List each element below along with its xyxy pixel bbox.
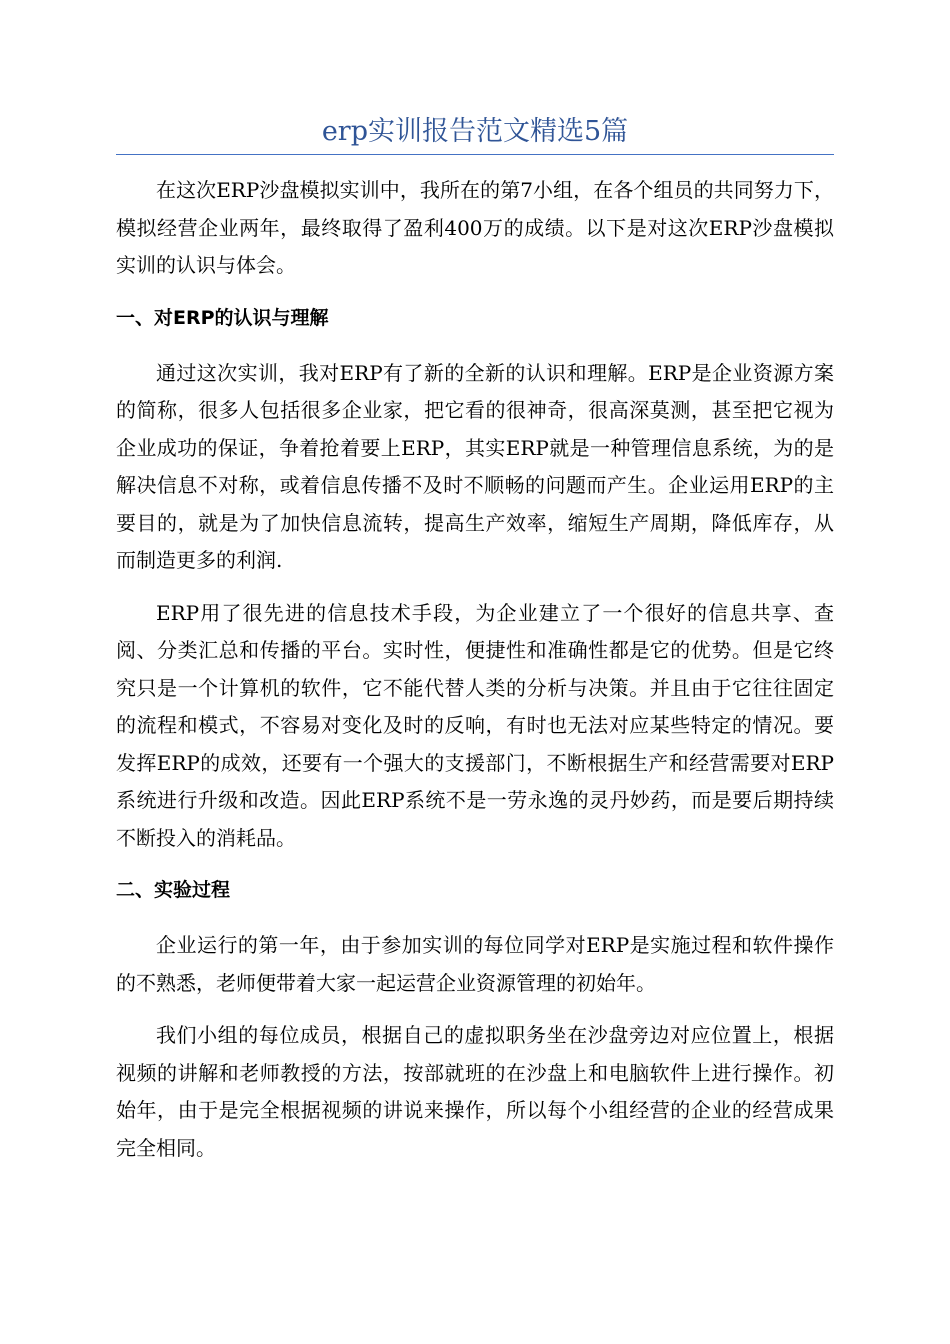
body-paragraph: ERP用了很先进的信息技术手段，为企业建立了一个很好的信息共享、查阅、分类汇总和传播的平台。实时性，便捷性和准确性都是它的优势。但是它终究只是一个计算机的软件，它不能代替人类的分析与决策。并且由于它往往固定的流程和模式，不容易对变化及时的反响，有时也无法对应某些特定的情况。要发挥ERP的成效，还要有一个强大的支援部门，不断根据生产和经营需要对ERP系统进行升级和改造。因此ERP系统不是一劳永逸的灵丹妙药，而是要后期持续不断投入的消耗品。 xyxy=(116,600,834,850)
body-paragraph: 企业运行的第一年，由于参加实训的每位同学对ERP是实施过程和软件操作的不熟悉，老师便带着大家一起运营企业资源管理的初始年。 xyxy=(116,933,834,995)
title-underline xyxy=(116,154,834,155)
section-heading-erp-understanding: 一、对ERP的认识与理解 xyxy=(116,306,329,329)
body-paragraph: 我们小组的每位成员，根据自己的虚拟职务坐在沙盘旁边对应位置上，根据视频的讲解和老师教授的方法，按部就班的在沙盘上和电脑软件上进行操作。初始年，由于是完全根据视频的讲说来操作，所以每个小组经营的企业的经营成果完全相同。 xyxy=(116,1023,834,1160)
document-title: erp实训报告范文精选5篇 xyxy=(321,116,629,147)
intro-paragraph: 在这次ERP沙盘模拟实训中，我所在的第7小组，在各个组员的共同努力下，模拟经营企业两年，最终取得了盈利400万的成绩。以下是对这次ERP沙盘模拟实训的认识与体会。 xyxy=(116,178,834,277)
section-heading-experiment-process: 二、实验过程 xyxy=(116,879,231,901)
document-body xyxy=(116,172,834,1182)
body-paragraph: 通过这次实训，我对ERP有了新的全新的认识和理解。ERP是企业资源方案的简称，很多人包括很多企业家，把它看的很神奇，很高深莫测，甚至把它视为企业成功的保证，争着抢着要上ERP，其实ERP就是一种管理信息系统，为的是解决信息不对称，或着信息传播不及时不顺畅的问题而产生。企业运用ERP的主要目的，就是为了加快信息流转，提高生产效率，缩短生产周期，降低库存，从而制造更多的利润. xyxy=(116,360,834,572)
